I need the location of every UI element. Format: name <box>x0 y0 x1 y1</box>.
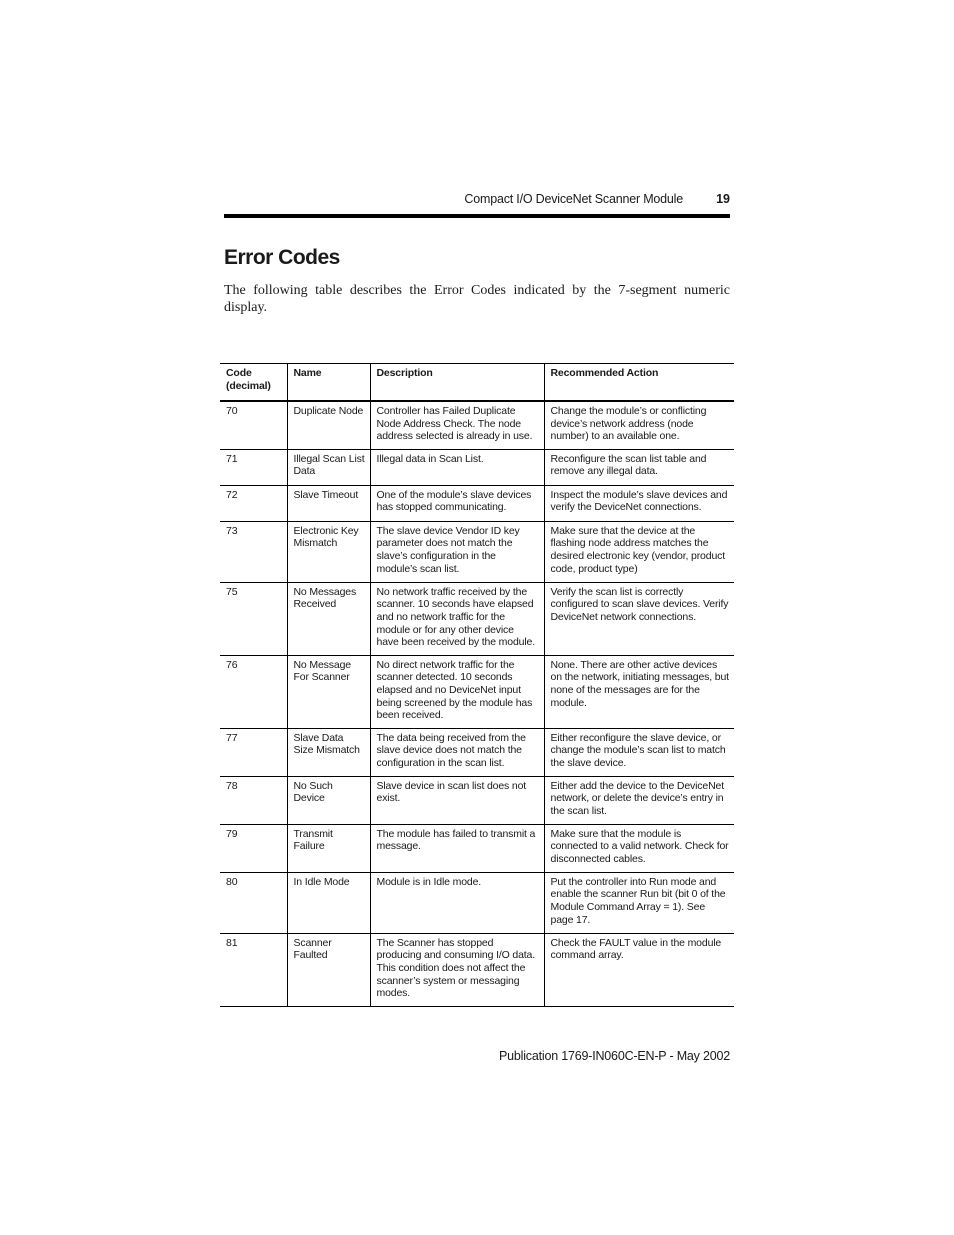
error-code-cell: 77 <box>226 731 238 744</box>
error-code-cell: 72 <box>226 488 238 501</box>
error-description-cell: The module has failed to transmit a message. <box>370 824 544 872</box>
error-code-cell: 75 <box>226 585 238 598</box>
recommended-action-cell: Either add the device to the DeviceNet network, or delete the device’s entry in the scan list. <box>544 776 734 824</box>
error-description-cell: Illegal data in Scan List. <box>370 449 544 485</box>
error-description-cell: Module is in Idle mode. <box>370 872 544 933</box>
error-name-cell: Electronic Key Mismatch <box>287 521 370 582</box>
error-name-cell: Slave Data Size Mismatch <box>287 728 370 776</box>
error-description-cell: Slave device in scan list does not exist. <box>370 776 544 824</box>
table-row <box>220 824 734 872</box>
error-name-cell: No Such Device <box>287 776 370 824</box>
recommended-action-cell: Either reconfigure the slave device, or change the module’s scan list to match the slave device. <box>544 728 734 776</box>
table-row <box>220 776 734 824</box>
error-name-cell: No Messages Received <box>287 582 370 655</box>
running-header-title: Compact I/O DeviceNet Scanner Module <box>464 192 683 206</box>
error-description-cell: No network traffic received by the scanner. 10 seconds have elapsed and no network traffic for the module or for any other device have been received by the module. <box>370 582 544 655</box>
recommended-action-cell: Verify the scan list is correctly configured to scan slave devices. Verify DeviceNet network connections. <box>544 582 734 655</box>
error-code-cell: 78 <box>226 779 238 792</box>
section-title: Error Codes <box>224 246 340 269</box>
header-description: Description <box>370 364 544 402</box>
table-row <box>220 401 734 449</box>
error-description-cell: No direct network traffic for the scanner detected. 10 seconds elapsed and no DeviceNet input being screened by the module has been received. <box>370 655 544 728</box>
table-header-row <box>220 364 734 402</box>
table-row <box>220 521 734 582</box>
error-code-cell: 70 <box>226 405 238 417</box>
recommended-action-cell: Inspect the module’s slave devices and verify the DeviceNet connections. <box>544 485 734 521</box>
error-name-cell: Duplicate Node <box>287 401 370 449</box>
recommended-action-cell: Check the FAULT value in the module command array. <box>544 933 734 1006</box>
error-name-cell: No Message For Scanner <box>287 655 370 728</box>
recommended-action-cell: Make sure that the module is connected to a valid network. Check for disconnected cables. <box>544 824 734 872</box>
error-code-cell: 71 <box>226 452 238 465</box>
error-name-cell: Scanner Faulted <box>287 933 370 1006</box>
table-row <box>220 582 734 655</box>
error-code-cell: 81 <box>226 936 238 949</box>
recommended-action-cell: Put the controller into Run mode and enable the scanner Run bit (bit 0 of the Module Command Array = 1). See page 17. <box>544 872 734 933</box>
error-name-cell: Illegal Scan List Data <box>287 449 370 485</box>
error-name-cell: Slave Timeout <box>287 485 370 521</box>
error-codes-table <box>220 363 734 1007</box>
header-rule <box>224 214 730 218</box>
error-description-cell: The Scanner has stopped producing and consuming I/O data. This condition does not affect the scanner’s system or messaging modes. <box>370 933 544 1006</box>
header-recommended-action: Recommended Action <box>544 364 734 402</box>
error-name-cell: Transmit Failure <box>287 824 370 872</box>
table-row <box>220 933 734 1006</box>
recommended-action-cell: None. There are other active devices on the network, initiating messages, but none of the messages are for the module. <box>544 655 734 728</box>
recommended-action-cell: Reconfigure the scan list table and remove any illegal data. <box>544 449 734 485</box>
error-code-cell: 79 <box>226 827 238 840</box>
table-row <box>220 872 734 933</box>
error-code-cell: 80 <box>226 875 238 888</box>
intro-paragraph: The following table describes the Error Codes indicated by the 7-segment numeric display. <box>224 283 730 315</box>
recommended-action-cell: Make sure that the device at the flashing node address matches the desired electronic key (vendor, product code, product type) <box>544 521 734 582</box>
page-number: 19 <box>716 192 730 206</box>
error-description-cell: The slave device Vendor ID key parameter does not match the slave’s configuration in the module’s scan list. <box>370 521 544 582</box>
table-row <box>220 449 734 485</box>
table-body <box>220 401 734 1006</box>
publication-footer: Publication 1769-IN060C-EN-P - May 2002 <box>499 1049 730 1063</box>
recommended-action-cell: Change the module’s or conflicting device’s network address (node number) to an available one. <box>544 401 734 449</box>
table-row <box>220 655 734 728</box>
header-code: Code (decimal) <box>220 364 287 402</box>
table-row <box>220 728 734 776</box>
error-name-cell: In Idle Mode <box>287 872 370 933</box>
table-row <box>220 485 734 521</box>
error-description-cell: Controller has Failed Duplicate Node Address Check. The node address selected is already in use. <box>370 401 544 449</box>
header-name: Name <box>287 364 370 402</box>
error-description-cell: One of the module’s slave devices has stopped communicating. <box>370 485 544 521</box>
error-code-cell: 73 <box>226 524 238 537</box>
error-code-cell: 76 <box>226 658 238 671</box>
error-description-cell: The data being received from the slave device does not match the configuration in the scan list. <box>370 728 544 776</box>
